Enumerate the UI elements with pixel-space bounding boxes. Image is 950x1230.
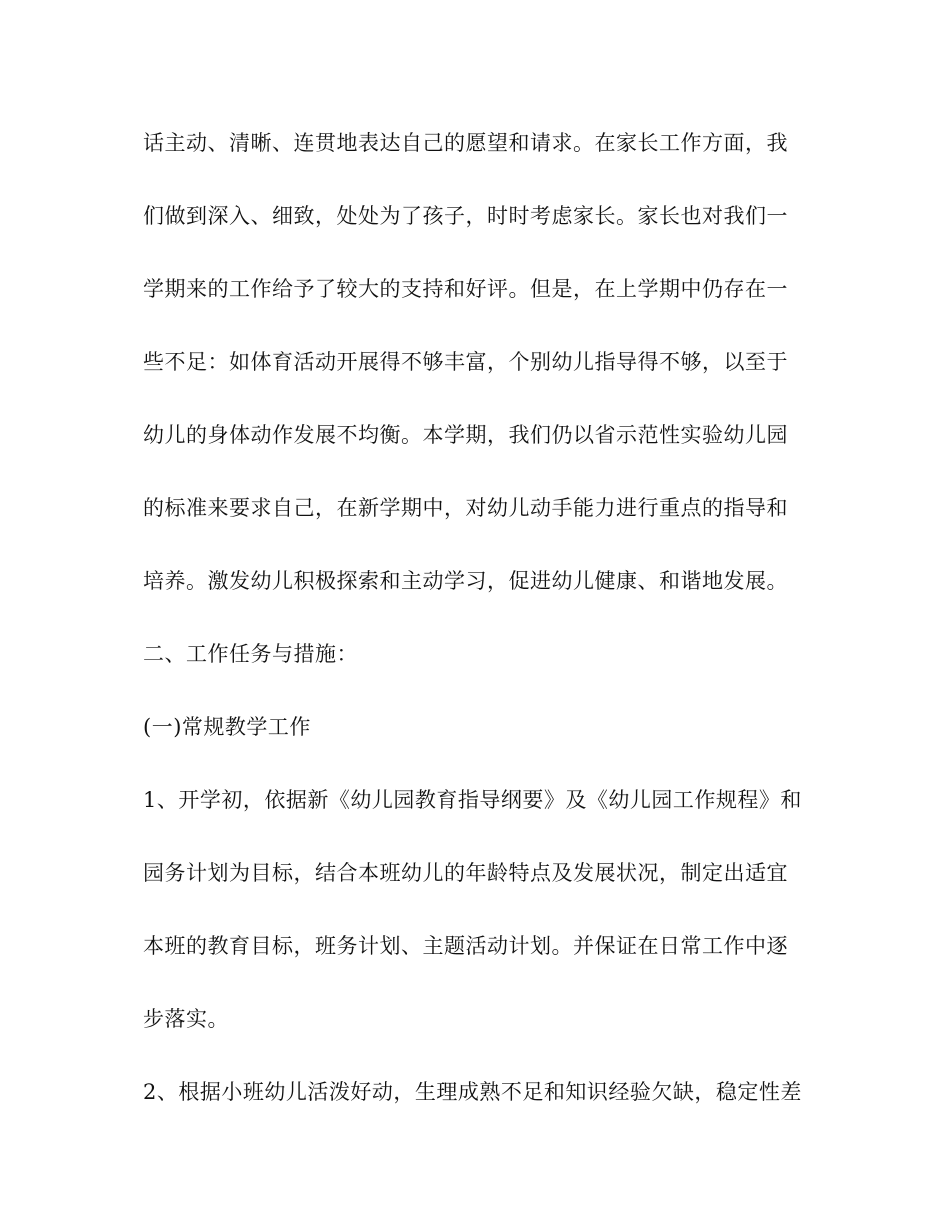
section-heading: 二、工作任务与措施： bbox=[143, 642, 358, 666]
text-line: 们做到深入、细致，处处为了孩子，时时考虑家长。家长也对我们一 bbox=[143, 204, 788, 228]
text-line: 本班的教育目标，班务计划、主题活动计划。并保证在日常工作中逐 bbox=[143, 934, 788, 958]
text-line: 幼儿的身体动作发展不均衡。本学期，我们仍以省示范性实验幼儿园 bbox=[143, 423, 788, 447]
document-body bbox=[143, 125, 813, 1147]
text-line: 培养。激发幼儿积极探索和主动学习，促进幼儿健康、和谐地发展。 bbox=[143, 569, 788, 593]
text-line: 园务计划为目标，结合本班幼儿的年龄特点及发展状况，制定出适宜 bbox=[143, 861, 788, 885]
text-line: 2、根据小班幼儿活泼好动，生理成熟不足和知识经验欠缺，稳定性差 bbox=[143, 1080, 802, 1104]
subsection-heading: (一)常规教学工作 bbox=[143, 715, 311, 739]
text-line: 的标准来要求自己，在新学期中，对幼儿动手能力进行重点的指导和 bbox=[143, 496, 788, 520]
text-line: 学期来的工作给予了较大的支持和好评。但是，在上学期中仍存在一 bbox=[143, 277, 788, 301]
text-line: 些不足：如体育活动开展得不够丰富，个别幼儿指导得不够，以至于 bbox=[143, 350, 788, 374]
text-line: 步落实。 bbox=[143, 1007, 229, 1031]
text-line: 话主动、清晰、连贯地表达自己的愿望和请求。在家长工作方面，我 bbox=[143, 131, 788, 155]
text-line: 1、开学初，依据新《幼儿园教育指导纲要》及《幼儿园工作规程》和 bbox=[143, 788, 802, 812]
